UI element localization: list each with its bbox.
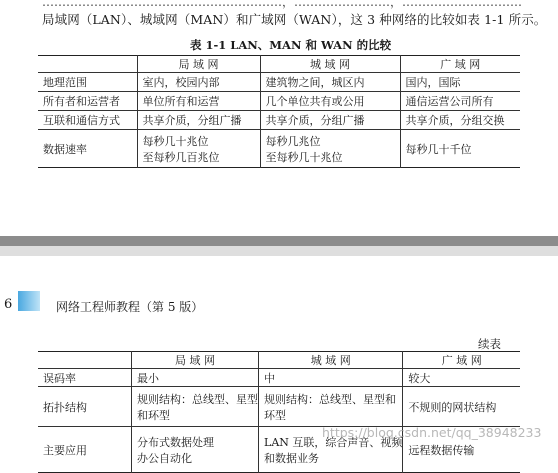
cell-line: 通信运营公司所有 — [405, 95, 494, 108]
intro-paragraph: 局域网（LAN）、城域网（MAN）和广域网（WAN），这 3 种网络的比较如表 1-1 所示。 — [42, 12, 547, 27]
table-cell — [403, 369, 520, 387]
table-cell — [259, 387, 403, 427]
cell-line: LAN 互联，综合声音、视频 — [264, 435, 403, 449]
continued-label: 续表 — [478, 337, 501, 351]
watermark-url: https://blog.csdn.net/qq_38948233 — [322, 425, 542, 440]
page-separator-dark — [0, 236, 558, 246]
table-cell — [137, 73, 260, 92]
table-caption: 表 1-1 LAN、MAN 和 WAN 的比较 — [190, 38, 392, 52]
row-label: 误码率 — [38, 369, 132, 387]
column-header: 局 域 网 — [132, 352, 259, 369]
cell-line: 单位所有和运营 — [142, 95, 220, 108]
column-header — [38, 352, 132, 369]
cell-line: 和数据业务 — [264, 451, 320, 465]
table-cell — [259, 369, 403, 387]
cell-line: 共享介质，分组交换 — [405, 114, 505, 127]
table-cell — [260, 92, 400, 111]
table-cell — [132, 369, 259, 387]
table-cell — [400, 73, 520, 92]
cell-line: 每秒几兆位 — [265, 134, 321, 148]
cell-line: 和环型 — [137, 408, 171, 422]
intro-cut-line: ……………………………………………………，……………………，………………………… — [42, 0, 523, 9]
table-header-row — [38, 352, 520, 369]
row-label: 地理范围 — [38, 73, 137, 92]
table-cell — [400, 130, 520, 168]
row-label: 互联和通信方式 — [38, 111, 137, 130]
cell-line: 至每秒几十兆位 — [265, 150, 343, 164]
cell-line: 中 — [264, 371, 276, 385]
comparison-table-continued — [38, 351, 520, 473]
cell-line: 分布式数据处理 — [137, 435, 215, 449]
cell-line: 几个单位共有或公用 — [265, 95, 365, 108]
top-page — [0, 0, 558, 236]
cell-line: 室内，校园内部 — [142, 76, 220, 89]
table-header-row — [38, 56, 520, 73]
cell-line: 规则结构：总线型、星型 — [137, 392, 259, 406]
table-row — [38, 111, 520, 130]
bottom-page — [0, 256, 558, 465]
column-header: 广 域 网 — [403, 352, 520, 369]
table-cell — [260, 73, 400, 92]
table-cell — [260, 111, 400, 130]
table-row — [38, 387, 520, 427]
table-cell — [137, 92, 260, 111]
table-row — [38, 130, 520, 168]
table-cell — [400, 111, 520, 130]
cell-line: 较大 — [408, 371, 431, 385]
cell-line: 不规则的网状结构 — [408, 400, 497, 414]
table-cell — [132, 427, 259, 473]
table-row — [38, 73, 520, 92]
cell-line: 最小 — [137, 371, 160, 385]
column-header: 城 域 网 — [259, 352, 403, 369]
column-header — [38, 56, 137, 73]
cell-line: 远程数据传输 — [408, 443, 475, 457]
table-cell — [260, 130, 400, 168]
cell-line: 办公自动化 — [137, 451, 193, 465]
row-label: 拓扑结构 — [38, 387, 132, 427]
cell-line: 国内，国际 — [405, 76, 461, 89]
table-row — [38, 369, 520, 387]
book-title: 网络工程师教程（第 5 版） — [56, 300, 204, 314]
table-cell — [132, 387, 259, 427]
cell-line: 建筑物之间，城区内 — [265, 76, 365, 89]
cell-line: 规则结构：总线型、星型和 — [264, 392, 397, 406]
cell-line: 至每秒几百兆位 — [142, 150, 220, 164]
column-header: 局 域 网 — [137, 56, 260, 73]
table-cell — [403, 387, 520, 427]
table-cell — [137, 111, 260, 130]
cell-line: 每秒几十千位 — [405, 142, 472, 156]
table-cell — [137, 130, 260, 168]
comparison-table — [38, 55, 520, 168]
cell-line: 共享介质，分组广播 — [142, 114, 242, 127]
page-marker-decoration — [18, 291, 40, 311]
row-label: 主要应用 — [38, 427, 132, 473]
table-row — [38, 92, 520, 111]
column-header: 广 域 网 — [400, 56, 520, 73]
page-number: 6 — [4, 297, 13, 312]
cell-line: 共享介质，分组广播 — [265, 114, 365, 127]
row-label: 所有者和运营者 — [38, 92, 137, 111]
cell-line: 环型 — [264, 408, 287, 422]
column-header: 城 域 网 — [260, 56, 400, 73]
row-label: 数据速率 — [38, 130, 137, 168]
page-separator-light — [0, 246, 558, 256]
table-cell — [400, 92, 520, 111]
cell-line: 每秒几十兆位 — [142, 134, 209, 148]
